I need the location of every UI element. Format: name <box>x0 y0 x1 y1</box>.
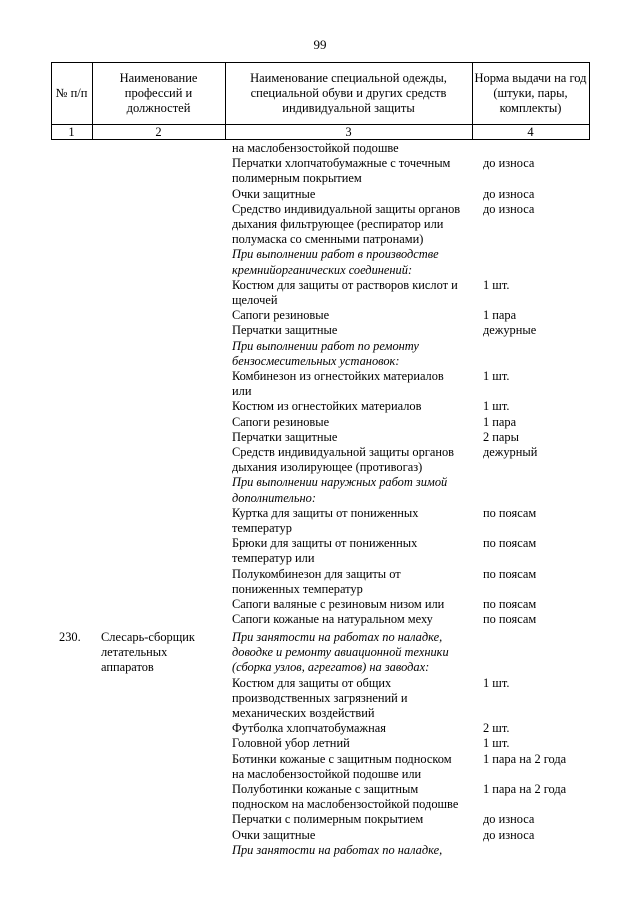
ppe-item: Очки защитные <box>232 827 316 842</box>
profession-name: Слесарь-сборщик <box>101 630 195 644</box>
ppe-item: Сапоги резиновые <box>232 414 330 429</box>
issue-norm: до износа <box>483 827 535 842</box>
ppe-item: Головной убор летний <box>232 736 350 751</box>
ppe-item: на маслобензостойкой подошве или <box>232 766 422 781</box>
issue-norm: по поясам <box>483 597 537 611</box>
ppe-item: Костюм для защиты от общих <box>232 675 392 690</box>
ppe-item: При выполнении наружных работ зимой <box>232 475 448 490</box>
profession-name: аппаратов <box>101 660 154 675</box>
ppe-item: Ботинки кожаные с защитным подноском <box>232 751 452 766</box>
column-number: 3 <box>345 125 352 139</box>
column-number: 2 <box>155 125 162 139</box>
issue-norm: по поясам <box>483 566 537 581</box>
entry-number: 230. <box>59 630 81 644</box>
ppe-item: Перчатки с полимерным покрытием <box>232 812 424 827</box>
ppe-item: При занятости на работах по наладке, <box>232 842 443 857</box>
ppe-item: Средство индивидуальной защиты органов <box>232 201 461 216</box>
ppe-item: Брюки для защиты от пониженных <box>232 536 418 551</box>
ppe-item: При выполнении работ по ремонту <box>232 338 419 353</box>
ppe-item: Сапоги валяные с резиновым низом или <box>232 597 445 611</box>
issue-norm: до износа <box>483 201 535 216</box>
issue-norm: 1 пара <box>483 308 517 323</box>
issue-norm: 1 пара на 2 года <box>483 782 567 796</box>
issue-norm: дежурный <box>483 445 538 459</box>
issue-norm: 1 шт. <box>483 369 510 383</box>
issue-norm: 1 шт. <box>483 399 510 414</box>
issue-norm: дежурные <box>483 323 537 338</box>
ppe-item: Костюм для защиты от растворов кислот и <box>232 277 458 292</box>
ppe-item: При выполнении работ в производстве <box>232 247 439 262</box>
issue-norm: 1 шт. <box>483 675 510 690</box>
issue-norm: до износа <box>483 812 535 827</box>
issue-norm: по поясам <box>483 536 537 551</box>
ppe-item: механических воздействий <box>232 706 375 720</box>
ppe-item: температур <box>232 521 292 535</box>
issue-norm: 1 шт. <box>483 277 510 292</box>
ppe-item: дополнительно: <box>232 490 316 505</box>
ppe-item: доводке и ремонту авиационной техники <box>232 645 449 660</box>
issue-norm: до износа <box>483 186 535 201</box>
ppe-item: дыхания фильтрующее (респиратор или <box>232 217 444 231</box>
issue-norm: до износа <box>483 156 535 171</box>
ppe-item: Сапоги резиновые <box>232 308 330 323</box>
ppe-item: пониженных температур <box>232 581 363 596</box>
profession-name: летательных <box>101 645 168 660</box>
page-number: 99 <box>313 37 327 52</box>
column-header: Наименование профессий и должностей <box>119 71 198 115</box>
ppe-item: Комбинезон из огнестойких материалов <box>232 369 444 383</box>
column-number: 1 <box>68 125 75 139</box>
column-header: Норма выдачи на год (штуки, пары, комплекты) <box>474 71 587 115</box>
ppe-item: температур или <box>232 551 315 566</box>
issue-norm: 1 шт. <box>483 736 510 751</box>
ppe-item: При занятости на работах по наладке, <box>232 630 443 644</box>
issue-norm: по поясам <box>483 505 537 520</box>
issue-norm: 1 пара на 2 года <box>483 751 567 766</box>
ppe-item: Футболка хлопчатобумажная <box>232 721 386 736</box>
ppe-item: Сапоги кожаные на натуральном меху <box>232 612 433 627</box>
ppe-item: Перчатки хлопчатобумажные с точечным <box>232 156 451 171</box>
column-rule <box>589 62 590 139</box>
ppe-item: Куртка для защиты от пониженных <box>232 505 419 520</box>
ppe-item: на маслобензостойкой подошве <box>232 141 399 155</box>
ppe-item: дыхания изолирующее (противогаз) <box>232 460 423 475</box>
ppe-item: Перчатки защитные <box>232 323 338 338</box>
ppe-item: бензосмесительных установок: <box>232 353 400 368</box>
ppe-item: производственных загрязнений и <box>232 690 408 705</box>
ppe-item: полумаска со сменными патронами) <box>232 232 424 247</box>
issue-norm: 2 шт. <box>483 721 510 736</box>
issue-norm: 2 пары <box>483 429 519 444</box>
ppe-item: Перчатки защитные <box>232 429 338 444</box>
ppe-item: Очки защитные <box>232 186 316 201</box>
ppe-item: Костюм из огнестойких материалов <box>232 399 422 414</box>
ppe-item: щелочей <box>232 293 278 307</box>
column-header: Наименование специальной одежды, специальной обуви и других средств индивидуальной защиты <box>250 71 447 115</box>
ppe-item: (сборка узлов, агрегатов) на заводах: <box>232 660 430 675</box>
ppe-item: Полукомбинезон для защиты от <box>232 566 401 581</box>
column-number: 4 <box>527 125 534 139</box>
ppe-item: подноском на маслобензостойкой подошве <box>232 797 459 812</box>
ppe-item: Полуботинки кожаные с защитным <box>232 782 419 796</box>
ppe-item: кремнийорганических соединений: <box>232 262 413 277</box>
ppe-item: полимерным покрытием <box>232 171 362 186</box>
ppe-item: или <box>232 384 252 399</box>
column-header: № п/п <box>55 86 88 100</box>
issue-norm: 1 пара <box>483 414 517 429</box>
ppe-item: Средств индивидуальной защиты органов <box>232 445 455 459</box>
table-rule <box>51 139 590 140</box>
issue-norm: по поясам <box>483 612 537 627</box>
